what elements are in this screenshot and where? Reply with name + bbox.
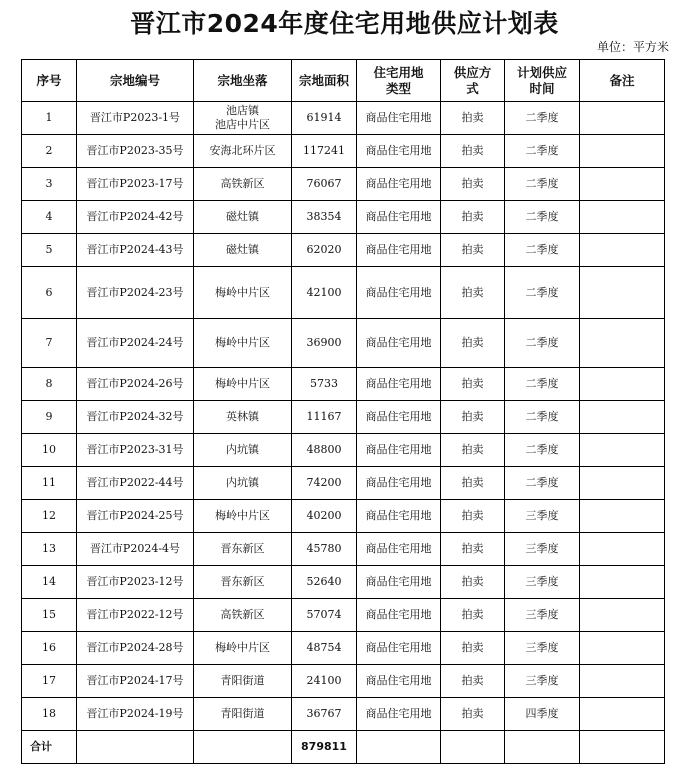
row-number: 14 — [22, 566, 77, 599]
remark — [580, 632, 665, 665]
column-header: 序号 — [22, 60, 77, 102]
remark — [580, 434, 665, 467]
land-type: 商品住宅用地 — [357, 319, 441, 368]
table-row — [22, 201, 665, 234]
row-number: 6 — [22, 267, 77, 319]
parcel-code: 晋江市P2024-26号 — [77, 368, 194, 401]
supply-time: 二季度 — [505, 234, 580, 267]
parcel-area: 45780 — [292, 533, 357, 566]
table-row — [22, 168, 665, 201]
parcel-code: 晋江市P2023-1号 — [77, 102, 194, 135]
parcel-area: 11167 — [292, 401, 357, 434]
total-empty-cell — [194, 731, 292, 764]
remark — [580, 201, 665, 234]
table-row — [22, 234, 665, 267]
table-header-row — [22, 60, 665, 102]
supply-method: 拍卖 — [441, 368, 505, 401]
land-type: 商品住宅用地 — [357, 368, 441, 401]
table-row — [22, 467, 665, 500]
table-row — [22, 368, 665, 401]
supply-time: 三季度 — [505, 533, 580, 566]
table-row — [22, 102, 665, 135]
parcel-code: 晋江市P2022-44号 — [77, 467, 194, 500]
land-type: 商品住宅用地 — [357, 267, 441, 319]
parcel-location: 梅岭中片区 — [194, 500, 292, 533]
land-supply-table — [21, 59, 665, 764]
parcel-area: 40200 — [292, 500, 357, 533]
remark — [580, 368, 665, 401]
row-number: 9 — [22, 401, 77, 434]
remark — [580, 102, 665, 135]
parcel-code: 晋江市P2024-24号 — [77, 319, 194, 368]
parcel-area: 57074 — [292, 599, 357, 632]
parcel-area: 24100 — [292, 665, 357, 698]
supply-method: 拍卖 — [441, 267, 505, 319]
column-header: 宗地坐落 — [194, 60, 292, 102]
remark — [580, 533, 665, 566]
table-row — [22, 665, 665, 698]
row-number: 3 — [22, 168, 77, 201]
total-empty-cell — [441, 731, 505, 764]
parcel-area: 48800 — [292, 434, 357, 467]
supply-method: 拍卖 — [441, 533, 505, 566]
land-type: 商品住宅用地 — [357, 500, 441, 533]
parcel-area: 42100 — [292, 267, 357, 319]
parcel-area: 52640 — [292, 566, 357, 599]
table-row — [22, 599, 665, 632]
total-row — [22, 731, 665, 764]
land-type: 商品住宅用地 — [357, 632, 441, 665]
remark — [580, 135, 665, 168]
parcel-code: 晋江市P2024-19号 — [77, 698, 194, 731]
parcel-area: 48754 — [292, 632, 357, 665]
row-number: 17 — [22, 665, 77, 698]
parcel-location: 磁灶镇 — [194, 201, 292, 234]
remark — [580, 234, 665, 267]
parcel-code: 晋江市P2024-17号 — [77, 665, 194, 698]
row-number: 1 — [22, 102, 77, 135]
land-type: 商品住宅用地 — [357, 698, 441, 731]
supply-method: 拍卖 — [441, 665, 505, 698]
parcel-location: 内坑镇 — [194, 434, 292, 467]
table-row — [22, 434, 665, 467]
parcel-area: 36900 — [292, 319, 357, 368]
row-number: 11 — [22, 467, 77, 500]
parcel-location: 晋东新区 — [194, 533, 292, 566]
parcel-location: 梅岭中片区 — [194, 632, 292, 665]
parcel-location: 高铁新区 — [194, 599, 292, 632]
remark — [580, 665, 665, 698]
total-empty-cell — [357, 731, 441, 764]
parcel-area: 38354 — [292, 201, 357, 234]
remark — [580, 267, 665, 319]
remark — [580, 566, 665, 599]
supply-method: 拍卖 — [441, 135, 505, 168]
parcel-area: 74200 — [292, 467, 357, 500]
row-number: 15 — [22, 599, 77, 632]
land-type: 商品住宅用地 — [357, 434, 441, 467]
supply-method: 拍卖 — [441, 500, 505, 533]
supply-method: 拍卖 — [441, 102, 505, 135]
parcel-code: 晋江市P2023-31号 — [77, 434, 194, 467]
remark — [580, 698, 665, 731]
row-number: 5 — [22, 234, 77, 267]
supply-time: 三季度 — [505, 500, 580, 533]
parcel-area: 117241 — [292, 135, 357, 168]
supply-method: 拍卖 — [441, 319, 505, 368]
parcel-code: 晋江市P2024-42号 — [77, 201, 194, 234]
table-row — [22, 500, 665, 533]
supply-time: 三季度 — [505, 632, 580, 665]
parcel-code: 晋江市P2024-25号 — [77, 500, 194, 533]
supply-time: 四季度 — [505, 698, 580, 731]
supply-time: 二季度 — [505, 319, 580, 368]
parcel-area: 61914 — [292, 102, 357, 135]
page-title: 晋江市2024年度住宅用地供应计划表 — [130, 9, 559, 38]
column-header: 计划供应 时间 — [505, 60, 580, 102]
row-number: 7 — [22, 319, 77, 368]
supply-method: 拍卖 — [441, 566, 505, 599]
column-header: 供应方 式 — [441, 60, 505, 102]
land-type: 商品住宅用地 — [357, 665, 441, 698]
table-row — [22, 267, 665, 319]
row-number: 4 — [22, 201, 77, 234]
land-type: 商品住宅用地 — [357, 168, 441, 201]
remark — [580, 467, 665, 500]
parcel-location: 高铁新区 — [194, 168, 292, 201]
land-type: 商品住宅用地 — [357, 467, 441, 500]
parcel-area: 76067 — [292, 168, 357, 201]
supply-time: 二季度 — [505, 201, 580, 234]
parcel-location: 梅岭中片区 — [194, 267, 292, 319]
supply-time: 二季度 — [505, 368, 580, 401]
supply-method: 拍卖 — [441, 698, 505, 731]
remark — [580, 401, 665, 434]
supply-method: 拍卖 — [441, 467, 505, 500]
supply-time: 二季度 — [505, 168, 580, 201]
parcel-location: 晋东新区 — [194, 566, 292, 599]
column-header: 宗地编号 — [77, 60, 194, 102]
supply-time: 二季度 — [505, 267, 580, 319]
land-type: 商品住宅用地 — [357, 566, 441, 599]
supply-time: 三季度 — [505, 599, 580, 632]
table-row — [22, 632, 665, 665]
parcel-code: 晋江市P2023-35号 — [77, 135, 194, 168]
column-header: 宗地面积 — [292, 60, 357, 102]
remark — [580, 599, 665, 632]
land-type: 商品住宅用地 — [357, 599, 441, 632]
table-row — [22, 319, 665, 368]
unit-label: 单位：平方米 — [596, 40, 669, 54]
parcel-area: 36767 — [292, 698, 357, 731]
parcel-code: 晋江市P2023-17号 — [77, 168, 194, 201]
column-header: 住宅用地 类型 — [357, 60, 441, 102]
land-type: 商品住宅用地 — [357, 533, 441, 566]
parcel-location: 青阳街道 — [194, 665, 292, 698]
row-number: 16 — [22, 632, 77, 665]
supply-method: 拍卖 — [441, 401, 505, 434]
supply-time: 二季度 — [505, 401, 580, 434]
parcel-code: 晋江市P2024-23号 — [77, 267, 194, 319]
parcel-code: 晋江市P2024-28号 — [77, 632, 194, 665]
total-empty-cell — [580, 731, 665, 764]
supply-time: 二季度 — [505, 135, 580, 168]
parcel-location: 内坑镇 — [194, 467, 292, 500]
parcel-area: 62020 — [292, 234, 357, 267]
row-number: 8 — [22, 368, 77, 401]
parcel-code: 晋江市P2024-43号 — [77, 234, 194, 267]
parcel-code: 晋江市P2022-12号 — [77, 599, 194, 632]
supply-method: 拍卖 — [441, 632, 505, 665]
total-empty-cell — [77, 731, 194, 764]
land-type: 商品住宅用地 — [357, 401, 441, 434]
supply-time: 二季度 — [505, 434, 580, 467]
row-number: 13 — [22, 533, 77, 566]
supply-time: 二季度 — [505, 102, 580, 135]
row-number: 18 — [22, 698, 77, 731]
row-number: 12 — [22, 500, 77, 533]
parcel-area: 5733 — [292, 368, 357, 401]
land-type: 商品住宅用地 — [357, 201, 441, 234]
parcel-location: 安海北环片区 — [194, 135, 292, 168]
row-number: 10 — [22, 434, 77, 467]
supply-method: 拍卖 — [441, 168, 505, 201]
remark — [580, 500, 665, 533]
parcel-location: 青阳街道 — [194, 698, 292, 731]
parcel-code: 晋江市P2023-12号 — [77, 566, 194, 599]
remark — [580, 168, 665, 201]
parcel-location: 英林镇 — [194, 401, 292, 434]
table-row — [22, 698, 665, 731]
parcel-location: 梅岭中片区 — [194, 368, 292, 401]
parcel-code: 晋江市P2024-32号 — [77, 401, 194, 434]
total-area: 879811 — [292, 731, 357, 764]
supply-method: 拍卖 — [441, 599, 505, 632]
table-row — [22, 401, 665, 434]
table-body — [22, 102, 665, 731]
supply-time: 三季度 — [505, 566, 580, 599]
remark — [580, 319, 665, 368]
table-row — [22, 135, 665, 168]
table-row — [22, 566, 665, 599]
parcel-location: 梅岭中片区 — [194, 319, 292, 368]
land-type: 商品住宅用地 — [357, 135, 441, 168]
parcel-location: 磁灶镇 — [194, 234, 292, 267]
row-number: 2 — [22, 135, 77, 168]
column-header: 备注 — [580, 60, 665, 102]
table-row — [22, 533, 665, 566]
parcel-location: 池店镇 池店中片区 — [194, 102, 292, 135]
supply-method: 拍卖 — [441, 234, 505, 267]
supply-time: 二季度 — [505, 467, 580, 500]
land-type: 商品住宅用地 — [357, 102, 441, 135]
total-label: 合计 — [22, 731, 77, 764]
land-type: 商品住宅用地 — [357, 234, 441, 267]
supply-method: 拍卖 — [441, 201, 505, 234]
supply-method: 拍卖 — [441, 434, 505, 467]
supply-time: 三季度 — [505, 665, 580, 698]
parcel-code: 晋江市P2024-4号 — [77, 533, 194, 566]
total-empty-cell — [505, 731, 580, 764]
